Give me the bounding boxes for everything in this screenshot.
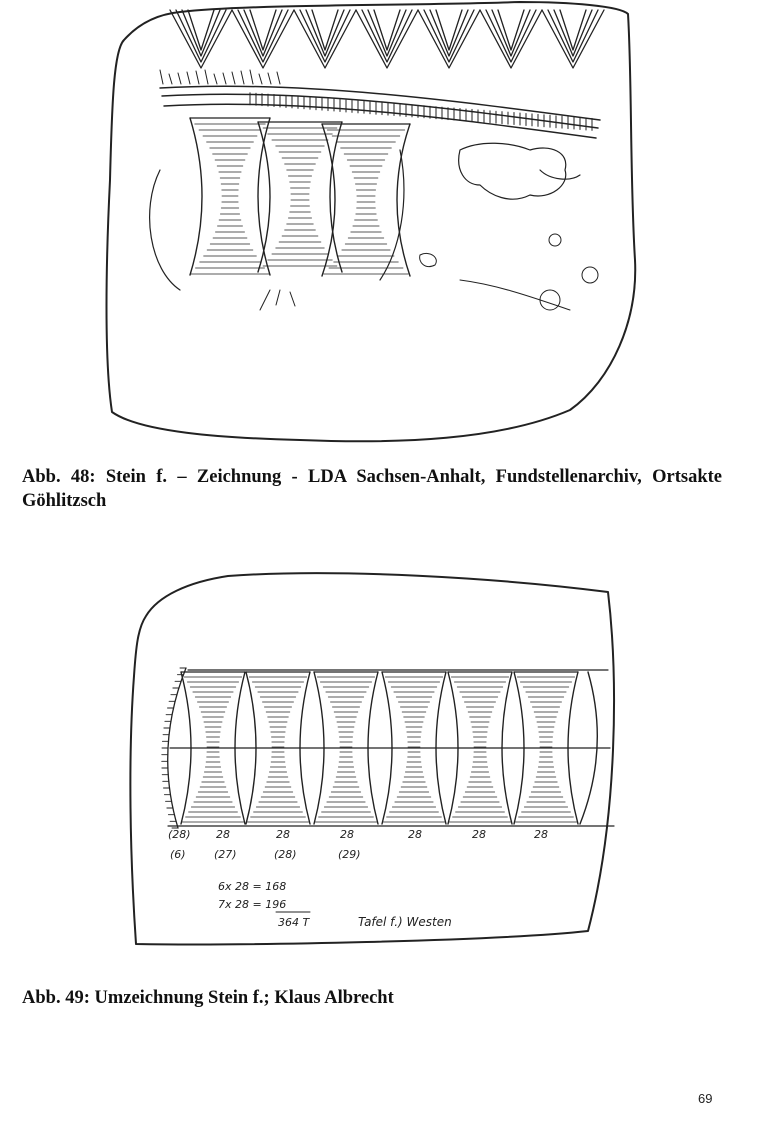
note-tafel-westen: Tafel f.) Westen: [358, 915, 452, 929]
segment-label: 28: [276, 828, 290, 841]
second-row-labels: [170, 848, 361, 861]
figure-49-drawing: [118, 556, 628, 956]
calc-line-3: 364 T: [278, 916, 310, 929]
tick-marks-band: [160, 70, 592, 130]
segment-label: 28: [216, 828, 230, 841]
row-label: (29): [338, 848, 361, 861]
segment-labels: [168, 828, 548, 841]
row-label: (28): [274, 848, 297, 861]
page-number: 69: [698, 1091, 713, 1106]
hourglass-motifs: [190, 118, 410, 276]
figure-48-drawing: [100, 0, 640, 448]
zigzag-band: [170, 10, 604, 68]
segment-label: 28: [534, 828, 548, 841]
segment-label: 28: [472, 828, 486, 841]
figure-49-caption: Abb. 49: Umzeichnung Stein f.; Klaus Albrecht: [22, 988, 394, 1008]
figure-48-caption: Abb. 48: Stein f. – Zeichnung - LDA Sachsen-Anhalt, Fundstellenarchiv, Ortsakte Göhlitzsch: [22, 467, 722, 511]
row-label: (27): [214, 848, 237, 861]
segment-label: (28): [168, 828, 191, 841]
row-label: (6): [170, 848, 186, 861]
segment-label: 28: [408, 828, 422, 841]
segment-label: 28: [340, 828, 354, 841]
calc-line-2: 7x 28 = 196: [218, 898, 287, 911]
calculation: [218, 880, 452, 929]
calc-line-1: 6x 28 = 168: [218, 880, 287, 893]
